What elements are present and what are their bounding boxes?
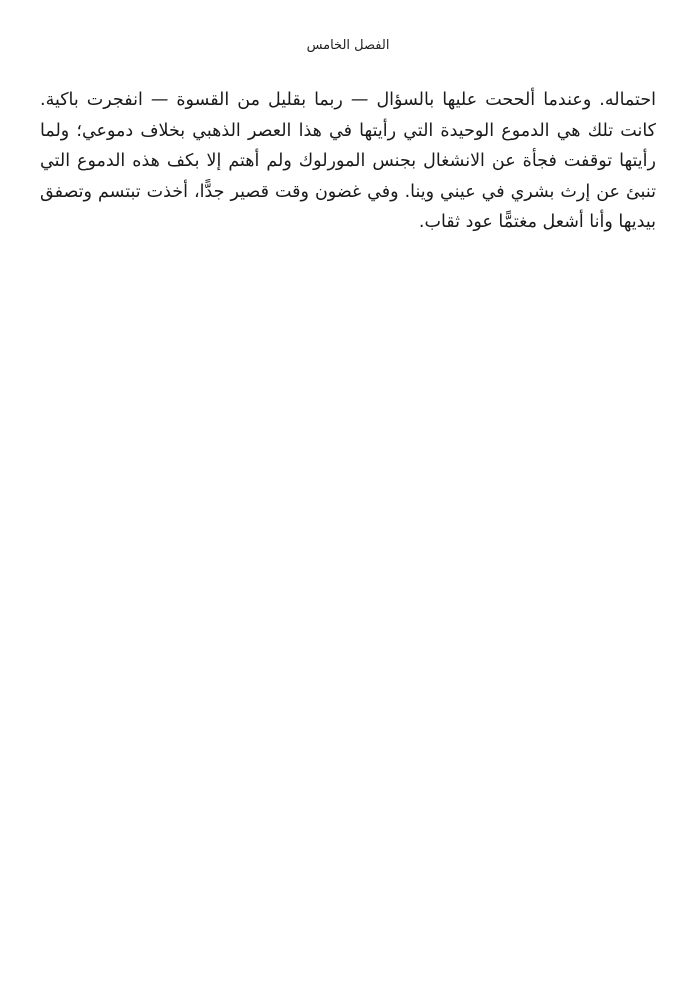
body-paragraph: احتماله. وعندما ألححت عليها بالسؤال — ربما بقليل من القسوة — انفجرت باكية. كانت تلك هي الدموع الوحيدة التي رأيتها في هذا العصر الذهبي بخلاف دموعي؛ ولما رأيتها توقفت فجأة عن الانشغال بجنس المورلوك ولم أهتم إلا بكف هذه الدموع التي تنبئ عن إرث بشري في عيني وينا. وفي غضون وقت قصير جدًّا، أخذت تبتسم وتصفق بيديها وأنا أشعل مغتمًّا عود ثقاب. — [40, 90, 656, 232]
chapter-header: الفصل الخامس — [306, 38, 390, 53]
